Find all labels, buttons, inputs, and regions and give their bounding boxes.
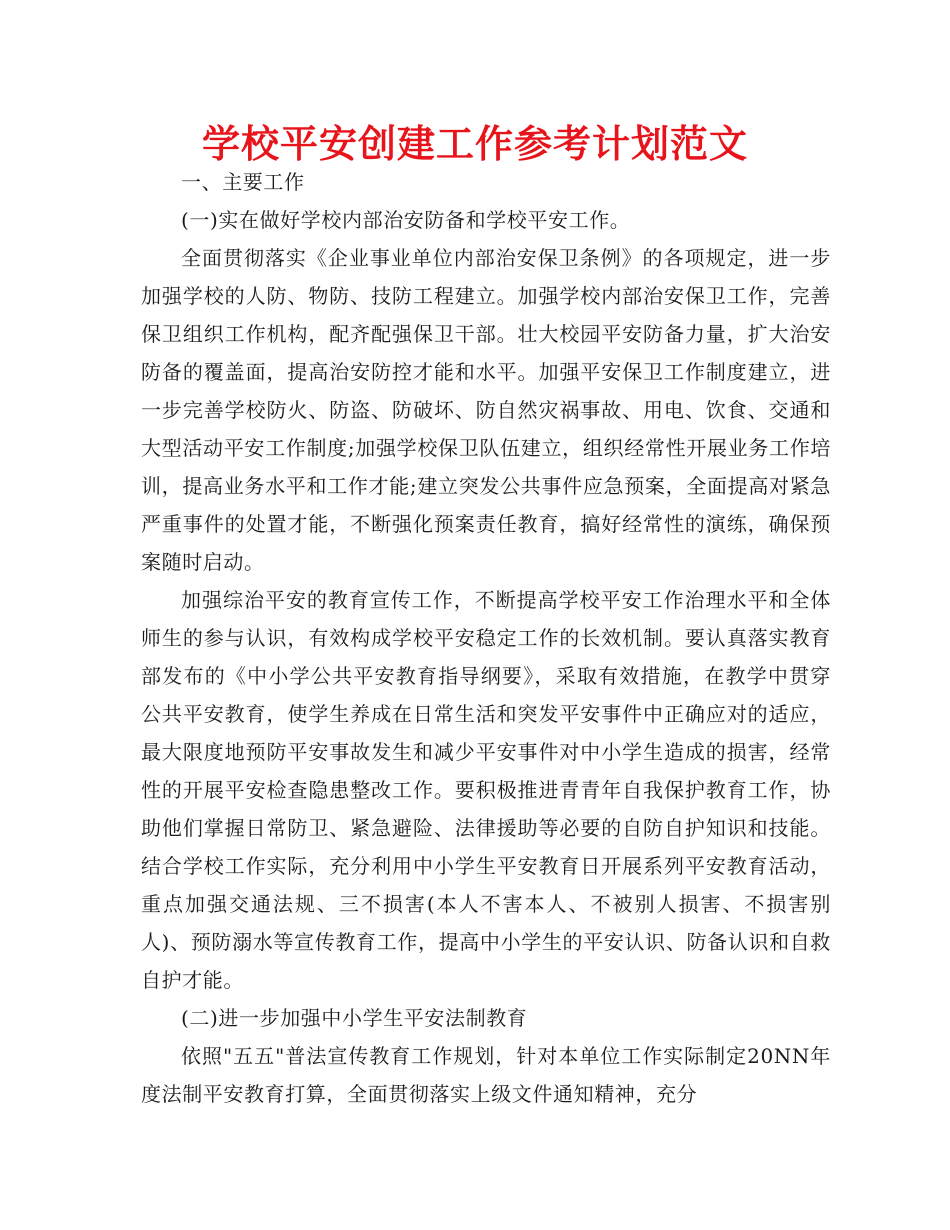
- body-paragraph: 全面贯彻落实《企业事业单位内部治安保卫条例》的各项规定，进一步加强学校的人防、物防、技防工程建立。加强学校内部治安保卫工作，完善保卫组织工作机构，配齐配强保卫干部。壮大校园平安防备力量，扩大治安防备的覆盖面，提高治安防控才能和水平。加强平安保卫工作制度建立，进一步完善学校防火、防盗、防破坏、防自然灾祸事故、用电、饮食、交通和大型活动平安工作制度;加强学校保卫队伍建立，组织经常性开展业务工作培训，提高业务水平和工作才能;建立突发公共事件应急预案，全面提高对紧急严重事件的处置才能，不断强化预案责任教育，搞好经常性的演练，确保预案随时启动。: [141, 246, 831, 574]
- document-title: 学校平安创建工作参考计划范文: [201, 122, 748, 166]
- section-heading: 一、主要工作: [181, 170, 305, 194]
- document-body: [141, 163, 831, 1113]
- subsection-heading: (一)实在做好学校内部治安防备和学校平安工作。: [181, 208, 631, 232]
- subsection-heading: (二)进一步加强中小学生平安法制教育: [181, 1006, 528, 1030]
- body-paragraph: 依照"五五"普法宣传教育工作规划，针对本单位工作实际制定20NN年度法制平安教育打算，全面贯彻落实上级文件通知精神，充分: [141, 1044, 831, 1106]
- body-paragraph: 加强综治平安的教育宣传工作，不断提高学校平安工作治理水平和全体师生的参与认识，有效构成学校平安稳定工作的长效机制。要认真落实教育部发布的《中小学公共平安教育指导纲要》，采取有效措施，在教学中贯穿公共平安教育，使学生养成在日常生活和突发平安事件中正确应对的适应，最大限度地预防平安事故发生和减少平安事件对中小学生造成的损害，经常性的开展平安检查隐患整改工作。要积极推进青青年自我保护教育工作，协助他们掌握日常防卫、紧急避险、法律援助等必要的自防自护知识和技能。结合学校工作实际，充分利用中小学生平安教育日开展系列平安教育活动，重点加强交通法规、三不损害(本人不害本人、不被别人损害、不损害别人)、预防溺水等宣传教育工作，提高中小学生的平安认识、防备认识和自救自护才能。: [141, 588, 831, 992]
